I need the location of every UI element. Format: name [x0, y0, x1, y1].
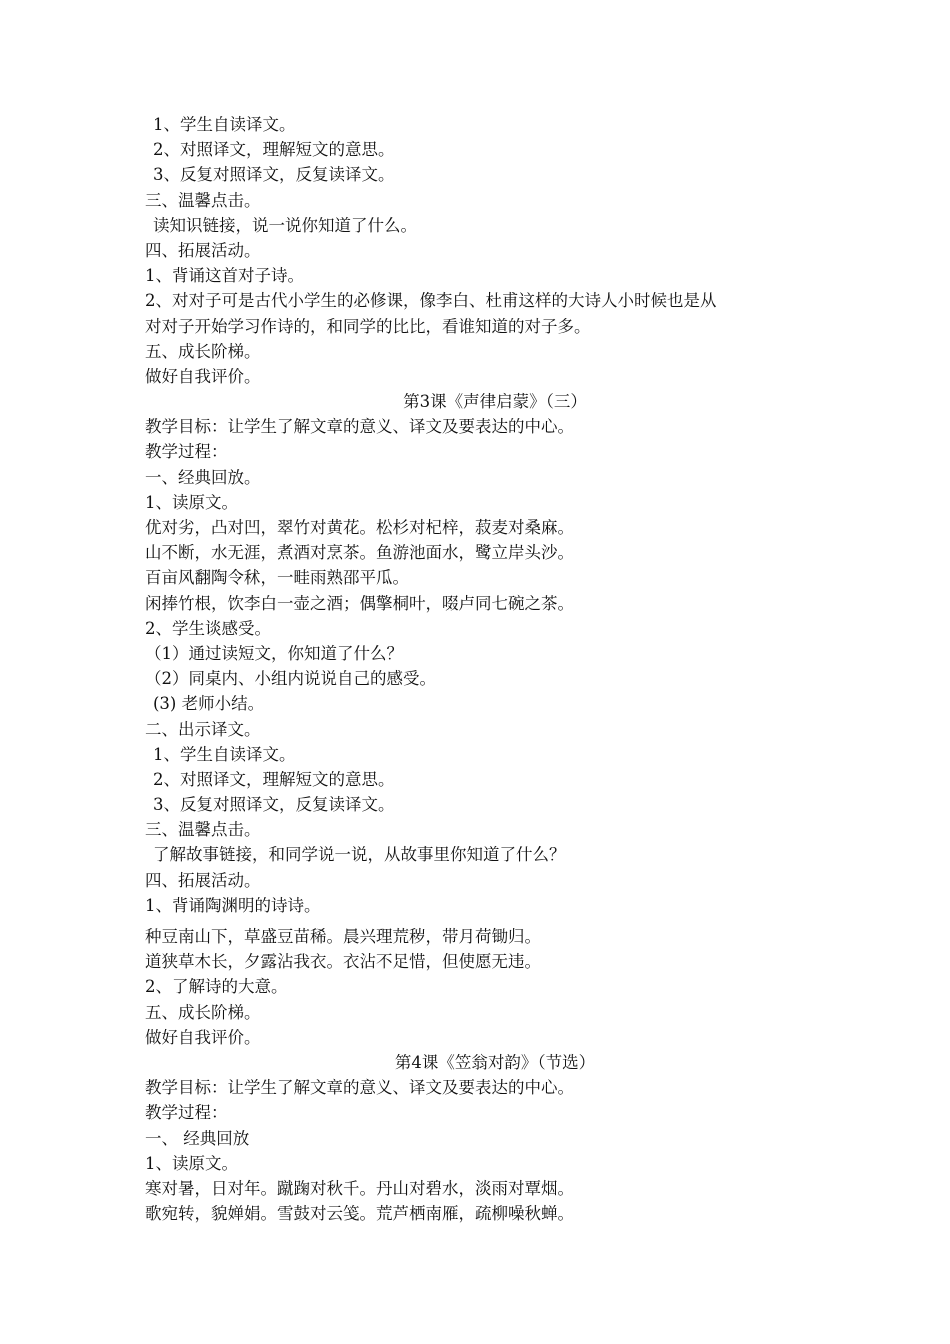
text-line: 对对子开始学习作诗的，和同学的比比，看谁知道的对子多。 — [145, 316, 591, 336]
lesson-heading: 第3课《声律启蒙》（三） — [403, 392, 587, 412]
text-line: 2、对照译文，理解短文的意思。 — [153, 140, 395, 160]
text-line: (3) 老师小结。 — [153, 694, 265, 714]
text-line: 2、了解诗的大意。 — [145, 977, 288, 997]
text-line: 做好自我评价。 — [145, 366, 261, 386]
text-line: 寒对暑，日对年。蹴踘对秋千。丹山对碧水，淡雨对覃烟。 — [145, 1178, 574, 1198]
text-line: 3、反复对照译文，反复读译文。 — [153, 165, 395, 185]
text-line: 教学过程： — [145, 1103, 228, 1123]
text-line: 教学过程： — [145, 442, 228, 462]
text-line: 一、 经典回放 — [145, 1128, 250, 1148]
text-line: 歌宛转，貌婵娟。雪鼓对云笺。荒芦栖南雁，疏柳噪秋蝉。 — [145, 1204, 574, 1224]
text-line: 做好自我评价。 — [145, 1027, 261, 1047]
text-line: 三、温馨点击。 — [145, 820, 261, 840]
text-line: 二、出示译文。 — [145, 719, 261, 739]
text-line: 优对劣，凸对凹，翠竹对黄花。松杉对杞梓，菽麦对桑麻。 — [145, 518, 574, 537]
text-line: 百亩风翻陶令秫，一畦雨熟邵平瓜。 — [145, 568, 409, 588]
text-line: （2）同桌内、小组内说说自己的感受。 — [145, 669, 436, 689]
document-page — [145, 112, 825, 1226]
text-line: 1、背诵陶渊明的诗诗。 — [145, 895, 321, 915]
text-line: 山不断，水无涯，煮酒对烹茶。鱼游池面水，鹭立岸头沙。 — [145, 543, 574, 563]
text-line: 1、读原文。 — [145, 1153, 238, 1173]
text-line: 2、学生谈感受。 — [145, 618, 271, 638]
text-line: 教学目标：让学生了解文章的意义、译文及要表达的中心。 — [145, 417, 574, 437]
text-line: 读知识链接，说一说你知道了什么。 — [153, 215, 417, 235]
text-line: 四、拓展活动。 — [145, 870, 261, 890]
text-line: 了解故事链接，和同学说一说，从故事里你知道了什么？ — [153, 845, 566, 865]
text-line: 2、对对子可是古代小学生的必修课，像李白、杜甫这样的大诗人小时候也是从 — [145, 291, 717, 311]
text-line: 五、成长阶梯。 — [145, 341, 261, 361]
text-line: 教学目标：让学生了解文章的意义、译文及要表达的中心。 — [145, 1078, 574, 1098]
text-line: 1、学生自读译文。 — [153, 115, 296, 134]
text-line: 3、反复对照译文，反复读译文。 — [153, 795, 395, 815]
lesson-heading: 第4课《笠翁对韵》（节选） — [394, 1052, 596, 1072]
text-line: （1）通过读短文，你知道了什么？ — [145, 643, 403, 663]
text-line: 1、读原文。 — [145, 492, 238, 512]
text-line: 三、温馨点击。 — [145, 190, 261, 210]
text-line: 五、成长阶梯。 — [145, 1002, 261, 1022]
text-line: 种豆南山下，草盛豆苗稀。晨兴理荒秽，带月荷锄归。 — [145, 927, 541, 946]
text-line: 一、经典回放。 — [145, 467, 261, 487]
text-line: 道狭草木长，夕露沾我衣。衣沾不足惜，但使愿无违。 — [145, 952, 541, 972]
text-line: 1、背诵这首对子诗。 — [145, 266, 304, 286]
text-line: 1、学生自读译文。 — [153, 744, 296, 764]
text-line: 2、对照译文，理解短文的意思。 — [153, 769, 395, 789]
text-line: 四、拓展活动。 — [145, 240, 261, 260]
text-line: 闲捧竹根，饮李白一壶之酒；偶擎桐叶，啜卢同七碗之茶。 — [145, 593, 574, 613]
